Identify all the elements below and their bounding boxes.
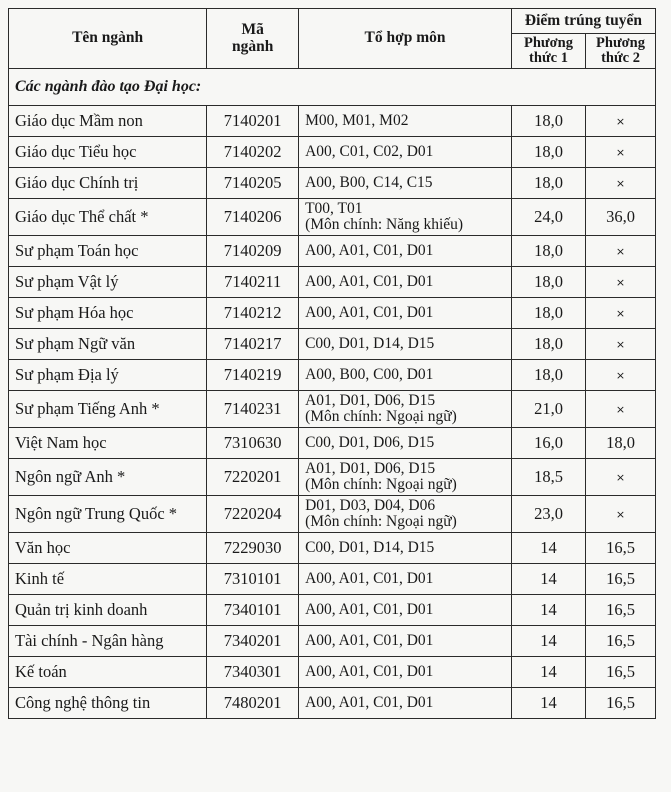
table-row: [9, 236, 656, 267]
table-row: [9, 564, 656, 595]
method1-score-cell: 18,0: [511, 137, 585, 168]
major-code-cell: 7140209: [207, 236, 299, 267]
subject-combo-text: A01, D01, D06, D15: [305, 391, 436, 409]
subject-combo-cell: [299, 459, 512, 496]
method1-score-cell: 24,0: [511, 199, 585, 236]
subject-combo-text: A00, A01, C01, D01: [305, 631, 434, 649]
table-row: [9, 267, 656, 298]
method1-score-cell: 23,0: [511, 496, 585, 533]
method1-score-cell: 18,0: [511, 106, 585, 137]
major-code-cell: 7140219: [207, 360, 299, 391]
header-method1-line1: Phương: [524, 34, 573, 51]
method1-score-cell: 18,0: [511, 298, 585, 329]
major-code-cell: 7340101: [207, 595, 299, 626]
method2-score-cell: ×: [586, 459, 656, 496]
subject-combo-text: A00, B00, C14, C15: [305, 173, 433, 191]
header-method1-line2: thức 1: [529, 50, 568, 66]
method2-score-cell: 16,5: [586, 626, 656, 657]
subject-combo-text: A00, A01, C01, D01: [305, 693, 434, 711]
subject-combo-text: C00, D01, D14, D15: [305, 538, 435, 556]
subject-combo-text: A01, D01, D06, D15: [305, 459, 436, 477]
subject-combo-text: A00, A01, C01, D01: [305, 303, 434, 321]
table-row: [9, 459, 656, 496]
subject-combo-text: M00, M01, M02: [305, 111, 409, 129]
major-name-cell: Sư phạm Tiếng Anh *: [9, 391, 207, 428]
major-name-cell: Văn học: [9, 533, 207, 564]
table-row: [9, 533, 656, 564]
header-major-code: [207, 9, 299, 69]
subject-combo-cell: [299, 360, 512, 391]
major-code-cell: 7310101: [207, 564, 299, 595]
subject-combo-text: A00, A01, C01, D01: [305, 662, 434, 680]
method2-score-cell: ×: [586, 236, 656, 267]
method1-score-cell: 14: [511, 657, 585, 688]
method1-score-cell: 16,0: [511, 428, 585, 459]
section-title: Các ngành đào tạo Đại học:: [9, 69, 656, 106]
table-row: [9, 298, 656, 329]
major-name-cell: Kế toán: [9, 657, 207, 688]
subject-combo-note: (Môn chính: Ngoại ngữ): [305, 408, 457, 425]
major-code-cell: 7229030: [207, 533, 299, 564]
method2-score-cell: 16,5: [586, 533, 656, 564]
subject-combo-cell: [299, 267, 512, 298]
method2-score-cell: ×: [586, 329, 656, 360]
method2-score-cell: ×: [586, 298, 656, 329]
method2-score-cell: ×: [586, 106, 656, 137]
method1-score-cell: 14: [511, 595, 585, 626]
major-name-cell: Kinh tế: [9, 564, 207, 595]
major-name-cell: Sư phạm Địa lý: [9, 360, 207, 391]
method1-score-cell: 18,0: [511, 267, 585, 298]
table-row: [9, 595, 656, 626]
subject-combo-cell: [299, 657, 512, 688]
major-code-cell: 7220204: [207, 496, 299, 533]
table-row: [9, 168, 656, 199]
method2-score-cell: ×: [586, 267, 656, 298]
table-row: [9, 428, 656, 459]
method2-score-cell: 36,0: [586, 199, 656, 236]
major-name-cell: Ngôn ngữ Anh *: [9, 459, 207, 496]
subject-combo-cell: [299, 564, 512, 595]
method2-score-cell: 16,5: [586, 688, 656, 719]
subject-combo-text: A00, A01, C01, D01: [305, 569, 434, 587]
subject-combo-cell: [299, 199, 512, 236]
major-name-cell: Sư phạm Toán học: [9, 236, 207, 267]
header-code-line2: ngành: [231, 37, 274, 55]
method2-score-cell: 16,5: [586, 564, 656, 595]
subject-combo-cell: [299, 236, 512, 267]
header-code-line1: Mã: [241, 21, 264, 39]
method2-score-cell: 18,0: [586, 428, 656, 459]
major-name-cell: Giáo dục Mầm non: [9, 106, 207, 137]
table-row: [9, 106, 656, 137]
method2-score-cell: ×: [586, 168, 656, 199]
major-code-cell: 7140217: [207, 329, 299, 360]
major-code-cell: 7310630: [207, 428, 299, 459]
major-name-cell: Giáo dục Chính trị: [9, 168, 207, 199]
subject-combo-text: D01, D03, D04, D06: [305, 496, 436, 514]
major-name-cell: Tài chính - Ngân hàng: [9, 626, 207, 657]
method1-score-cell: 18,5: [511, 459, 585, 496]
table-header: [9, 9, 656, 69]
table-row: [9, 391, 656, 428]
major-code-cell: 7140201: [207, 106, 299, 137]
subject-combo-text: C00, D01, D06, D15: [305, 433, 435, 451]
method2-score-cell: ×: [586, 360, 656, 391]
header-method2-line1: Phương: [596, 34, 645, 51]
method1-score-cell: 14: [511, 688, 585, 719]
method2-score-cell: ×: [586, 137, 656, 168]
subject-combo-note: (Môn chính: Năng khiếu): [305, 216, 464, 233]
header-major-name: Tên ngành: [9, 9, 207, 69]
major-name-cell: Công nghệ thông tin: [9, 688, 207, 719]
major-name-cell: Giáo dục Tiểu học: [9, 137, 207, 168]
method1-score-cell: 14: [511, 533, 585, 564]
header-method-1: [511, 34, 585, 69]
major-code-cell: 7140211: [207, 267, 299, 298]
major-code-cell: 7140205: [207, 168, 299, 199]
major-name-cell: Sư phạm Hóa học: [9, 298, 207, 329]
table-body: [9, 69, 656, 719]
major-name-cell: Quản trị kinh doanh: [9, 595, 207, 626]
subject-combo-note: (Môn chính: Ngoại ngữ): [305, 513, 457, 530]
subject-combo-text: C00, D01, D14, D15: [305, 334, 435, 352]
subject-combo-cell: [299, 106, 512, 137]
subject-combo-note: (Môn chính: Ngoại ngữ): [305, 476, 457, 493]
table-row: [9, 657, 656, 688]
major-name-cell: Sư phạm Ngữ văn: [9, 329, 207, 360]
major-name-cell: Sư phạm Vật lý: [9, 267, 207, 298]
subject-combo-cell: [299, 329, 512, 360]
major-code-cell: 7340301: [207, 657, 299, 688]
header-method2-line2: thức 2: [601, 50, 640, 66]
subject-combo-cell: [299, 428, 512, 459]
method1-score-cell: 21,0: [511, 391, 585, 428]
table-row: [9, 329, 656, 360]
major-code-cell: 7340201: [207, 626, 299, 657]
major-code-cell: 7140202: [207, 137, 299, 168]
major-code-cell: 7140206: [207, 199, 299, 236]
method2-score-cell: ×: [586, 496, 656, 533]
table-row: [9, 199, 656, 236]
method2-score-cell: ×: [586, 391, 656, 428]
subject-combo-cell: [299, 137, 512, 168]
major-name-cell: Ngôn ngữ Trung Quốc *: [9, 496, 207, 533]
major-code-cell: 7140212: [207, 298, 299, 329]
method2-score-cell: 16,5: [586, 657, 656, 688]
header-method-2: [586, 34, 656, 69]
subject-combo-cell: [299, 168, 512, 199]
subject-combo-text: A00, A01, C01, D01: [305, 272, 434, 290]
subject-combo-cell: [299, 391, 512, 428]
header-subject-combo: Tổ hợp môn: [299, 9, 512, 69]
table-row: [9, 688, 656, 719]
subject-combo-text: A00, B00, C00, D01: [305, 365, 434, 383]
subject-combo-cell: [299, 688, 512, 719]
subject-combo-text: T00, T01: [305, 199, 363, 217]
method1-score-cell: 18,0: [511, 360, 585, 391]
major-name-cell: Việt Nam học: [9, 428, 207, 459]
method1-score-cell: 18,0: [511, 168, 585, 199]
table-row: [9, 360, 656, 391]
major-code-cell: 7220201: [207, 459, 299, 496]
method1-score-cell: 18,0: [511, 329, 585, 360]
admission-score-table: [8, 8, 656, 719]
subject-combo-cell: [299, 533, 512, 564]
subject-combo-text: A00, A01, C01, D01: [305, 241, 434, 259]
subject-combo-text: A00, C01, C02, D01: [305, 142, 434, 160]
subject-combo-cell: [299, 626, 512, 657]
table-row: [9, 626, 656, 657]
major-code-cell: 7140231: [207, 391, 299, 428]
subject-combo-cell: [299, 298, 512, 329]
subject-combo-cell: [299, 595, 512, 626]
subject-combo-cell: [299, 496, 512, 533]
method1-score-cell: 18,0: [511, 236, 585, 267]
method1-score-cell: 14: [511, 564, 585, 595]
header-score-group: Điểm trúng tuyển: [511, 9, 655, 34]
table-row: [9, 496, 656, 533]
major-name-cell: Giáo dục Thể chất *: [9, 199, 207, 236]
table-row: [9, 137, 656, 168]
major-code-cell: 7480201: [207, 688, 299, 719]
subject-combo-text: A00, A01, C01, D01: [305, 600, 434, 618]
method2-score-cell: 16,5: [586, 595, 656, 626]
method1-score-cell: 14: [511, 626, 585, 657]
